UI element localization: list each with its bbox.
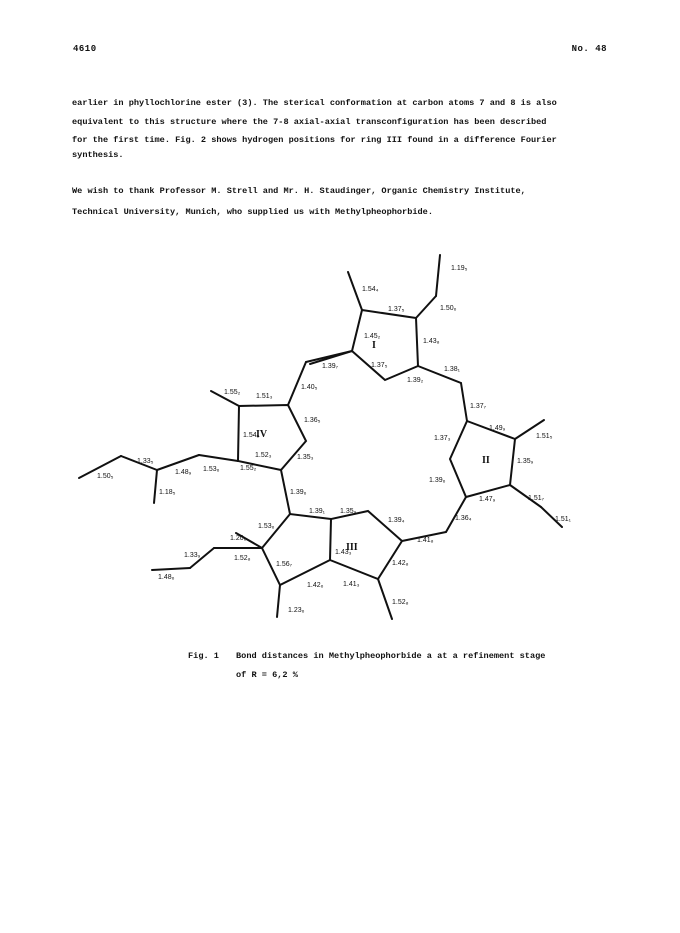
bond [277, 585, 280, 617]
ring-label: III [346, 542, 358, 553]
bond-label: 1.35₃ [297, 454, 314, 461]
caption-line: of R = 6,2 % [236, 670, 298, 680]
paragraph-line: earlier in phyllochlorine ester (3). The sterical conformation at carbon atoms 7 and 8 is also [72, 98, 557, 108]
bond-label: 1.42₆ [307, 582, 324, 589]
ring-label: IV [256, 429, 268, 440]
bond [199, 455, 238, 461]
bond-label: 1.50₅ [97, 473, 114, 480]
bond-label: 1.37₃ [434, 435, 451, 442]
bond-label: 1.36₄ [455, 515, 472, 522]
bond-label: 1.33₉ [184, 552, 201, 559]
bond-label: 1.42₈ [392, 560, 409, 567]
bond-label: 1.37₇ [470, 403, 487, 410]
bond-label: 1.55₂ [240, 465, 257, 472]
bond-label: 1.43₈ [423, 338, 440, 345]
bond-label: 1.35₉ [340, 508, 357, 515]
figure-caption [188, 647, 545, 685]
bond-label: 1.48₉ [175, 469, 192, 476]
bond [436, 255, 440, 296]
bond [416, 296, 436, 318]
page-number: 4610 [73, 44, 97, 54]
bond-label: 1.33₅ [137, 458, 154, 465]
bond-label: 1.23₆ [288, 607, 305, 614]
bond-label: 1.51₅ [536, 433, 553, 440]
bond-label: 1.51₃ [256, 393, 273, 400]
bond-label: 1.45₂ [364, 333, 381, 340]
bond-label: 1.53₆ [258, 523, 275, 530]
bond-label: 1.20₆ [230, 535, 247, 542]
bond-label: 1.48₆ [158, 574, 175, 581]
bond-label: 1.56₇ [276, 561, 293, 568]
paragraph-line: synthesis. [72, 150, 124, 160]
ring-label: I [372, 340, 376, 351]
bond [154, 470, 157, 503]
bond [157, 455, 199, 470]
bond-label: 1.39₂ [407, 377, 424, 384]
bond-label: 1.38₁ [444, 366, 460, 373]
figure-label: Fig. 1 [188, 651, 219, 661]
paragraph-line: equivalent to this structure where the 7-8 axial-axial transconfiguration has been described [72, 117, 547, 127]
bond-label: 1.37₅ [371, 362, 388, 369]
bond-label: 1.41₈ [417, 537, 434, 544]
bond-label: 1.53₆ [203, 466, 220, 473]
molecule-skeleton [79, 255, 562, 619]
caption-line: Bond distances in Methylpheophorbide a at a refinement stage [236, 651, 546, 661]
bond [348, 272, 362, 310]
bond-label: 1.39₇ [322, 363, 339, 370]
bond-label: 1.47₉ [479, 496, 496, 503]
bond-label: 1.51₁ [555, 516, 571, 523]
bond-label: 1.52₈ [234, 555, 251, 562]
bond-label: 1.55₂ [224, 389, 241, 396]
bond-label: 1.51₇ [528, 495, 545, 502]
bond-label: 1.37₅ [388, 306, 405, 313]
bond-label: 1.19₅ [451, 265, 468, 272]
ring-label: II [482, 455, 490, 466]
bond-label: 1.39₆ [290, 489, 307, 496]
bond-label: 1.54₄ [362, 286, 379, 293]
bond-label: 1.39₆ [429, 477, 446, 484]
bond [306, 351, 352, 362]
bond-label: 1.41₃ [343, 581, 360, 588]
bond-label: 1.39₄ [388, 517, 405, 524]
bond-label: 1.18₅ [159, 489, 176, 496]
bond [461, 383, 467, 421]
acknowledgment-line: Technical University, Munich, who supplied us with Methylpheophorbide. [72, 207, 433, 217]
journal-number: No. 48 [571, 44, 607, 54]
bond-label: 1.52₃ [255, 452, 272, 459]
bond [281, 470, 290, 514]
bond-label: 1.49₉ [489, 425, 506, 432]
bond-label: 1.54₉ [243, 432, 260, 439]
bond-label: 1.43₃ [335, 549, 352, 556]
bond-label: 1.50₆ [440, 305, 457, 312]
bond-label: 1.52₈ [392, 599, 409, 606]
bond [378, 579, 392, 619]
bond-label: 1.35₉ [517, 458, 534, 465]
bond-label: 1.40₅ [301, 384, 318, 391]
paragraph-line: for the first time. Fig. 2 shows hydrogen positions for ring III found in a difference Fourier [72, 135, 557, 145]
ring-1-bonds [352, 310, 418, 380]
bond-label: 1.36₅ [304, 417, 321, 424]
acknowledgment-line: We wish to thank Professor M. Strell and Mr. H. Staudinger, Organic Chemistry Institute, [72, 186, 526, 196]
bond [152, 568, 190, 570]
bond-label: 1.39₁ [309, 508, 325, 515]
